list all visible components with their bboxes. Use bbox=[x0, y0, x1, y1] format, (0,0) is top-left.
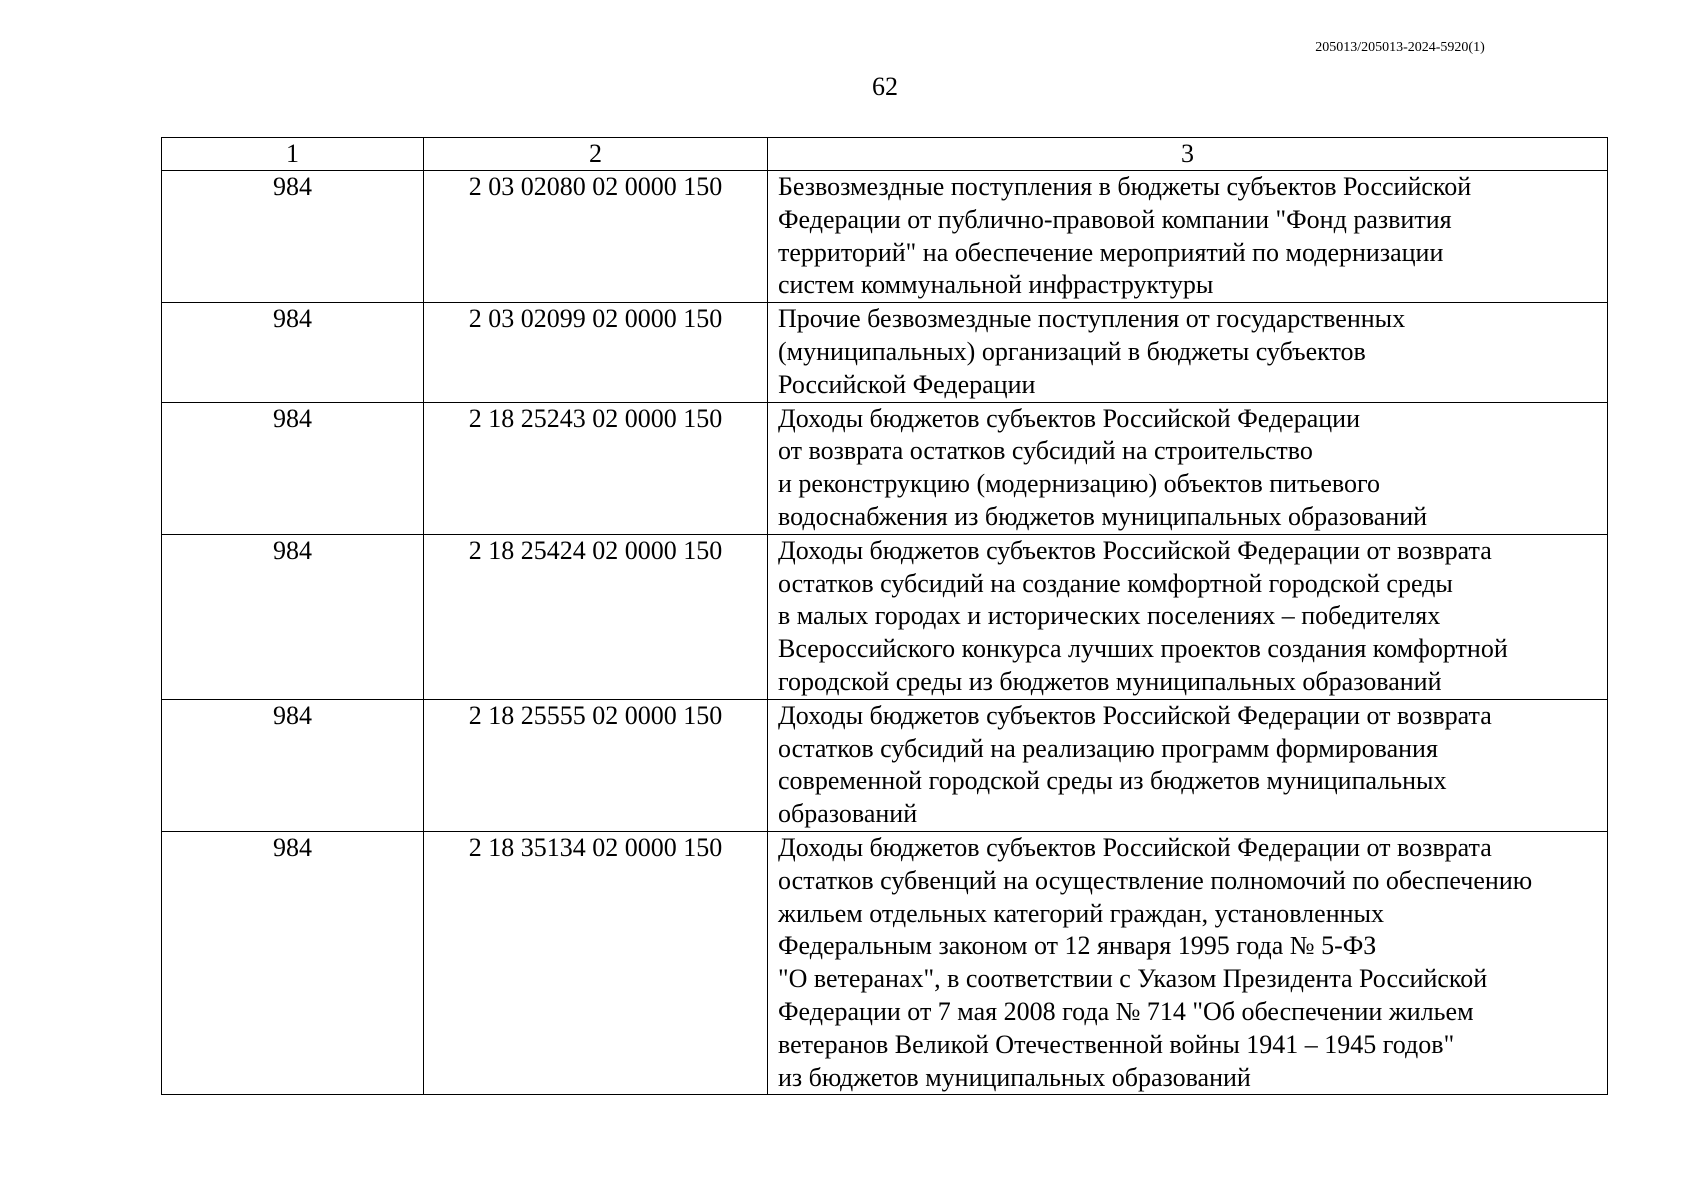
description-line: Всероссийского конкурса лучших проектов создания комфортной bbox=[778, 634, 1508, 664]
budget-code-cell: 2 18 35134 02 0000 150 bbox=[424, 831, 768, 1094]
description-cell bbox=[768, 534, 1608, 699]
description-line: образований bbox=[778, 799, 918, 829]
description-line: современной городской среды из бюджетов муниципальных bbox=[778, 766, 1447, 796]
description-line: "О ветеранах", в соответствии с Указом Президента Российской bbox=[778, 964, 1488, 994]
budget-code-cell: 2 18 25424 02 0000 150 bbox=[424, 534, 768, 699]
budget-code-cell: 2 03 02080 02 0000 150 bbox=[424, 171, 768, 303]
admin-code-cell: 984 bbox=[162, 534, 424, 699]
description-line: остатков субсидий на реализацию программ формирования bbox=[778, 733, 1438, 763]
description-line: Федерации от публично-правовой компании "Фонд развития bbox=[778, 204, 1452, 234]
admin-code-cell: 984 bbox=[162, 402, 424, 534]
description-line: и реконструкцию (модернизацию) объектов питьевого bbox=[778, 469, 1380, 499]
description-cell bbox=[768, 402, 1608, 534]
table-row bbox=[162, 171, 1608, 303]
description-line: Российской Федерации bbox=[778, 369, 1036, 399]
description-line: водоснабжения из бюджетов муниципальных образований bbox=[778, 501, 1428, 531]
description-line: Прочие безвозмездные поступления от государственных bbox=[778, 304, 1406, 334]
budget-code-cell: 2 18 25243 02 0000 150 bbox=[424, 402, 768, 534]
description-line: жильем отдельных категорий граждан, установленных bbox=[778, 898, 1384, 928]
description-cell bbox=[768, 171, 1608, 303]
column-header-1: 1 bbox=[162, 138, 424, 171]
description-cell bbox=[768, 303, 1608, 402]
description-line: систем коммунальной инфраструктуры bbox=[778, 270, 1214, 300]
description-line: в малых городах и исторических поселениях – победителях bbox=[778, 601, 1441, 631]
budget-code-cell: 2 18 25555 02 0000 150 bbox=[424, 699, 768, 831]
description-line: Федерации от 7 мая 2008 года № 714 "Об обеспечении жильем bbox=[778, 996, 1474, 1026]
column-header-3: 3 bbox=[768, 138, 1608, 171]
description-line: Федеральным законом от 12 января 1995 года № 5-ФЗ bbox=[778, 931, 1377, 961]
table-row bbox=[162, 303, 1608, 402]
description-line: ветеранов Великой Отечественной войны 1941 – 1945 годов" bbox=[778, 1029, 1455, 1059]
budget-code-cell: 2 03 02099 02 0000 150 bbox=[424, 303, 768, 402]
description-line: Доходы бюджетов субъектов Российской Федерации от возврата bbox=[778, 535, 1492, 565]
description-line: Доходы бюджетов субъектов Российской Федерации bbox=[778, 403, 1360, 433]
description-line: (муниципальных) организаций в бюджеты субъектов bbox=[778, 336, 1366, 366]
column-header-2: 2 bbox=[424, 138, 768, 171]
description-cell bbox=[768, 699, 1608, 831]
description-line: Безвозмездные поступления в бюджеты субъектов Российской bbox=[778, 172, 1472, 201]
admin-code-cell: 984 bbox=[162, 303, 424, 402]
page-number: 62 bbox=[872, 72, 898, 101]
table-row bbox=[162, 699, 1608, 831]
description-line: территорий" на обеспечение мероприятий по модернизации bbox=[778, 237, 1444, 267]
admin-code-cell: 984 bbox=[162, 831, 424, 1094]
admin-code-cell: 984 bbox=[162, 171, 424, 303]
description-line: остатков субсидий на создание комфортной городской среды bbox=[778, 568, 1453, 598]
document-id: 205013/205013-2024-5920(1) bbox=[1315, 40, 1485, 55]
admin-code-cell: 984 bbox=[162, 699, 424, 831]
description-line: городской среды из бюджетов муниципальных образований bbox=[778, 666, 1442, 696]
description-line: из бюджетов муниципальных образований bbox=[778, 1062, 1251, 1092]
description-cell bbox=[768, 831, 1608, 1094]
table-row bbox=[162, 831, 1608, 1094]
description-line: остатков субвенций на осуществление полномочий по обеспечению bbox=[778, 865, 1533, 895]
description-line: Доходы бюджетов субъектов Российской Федерации от возврата bbox=[778, 700, 1492, 730]
budget-codes-table bbox=[161, 137, 1608, 1095]
table-row bbox=[162, 402, 1608, 534]
table-row bbox=[162, 534, 1608, 699]
table-header-row bbox=[162, 138, 1608, 171]
description-line: Доходы бюджетов субъектов Российской Федерации от возврата bbox=[778, 832, 1492, 862]
description-line: от возврата остатков субсидий на строительство bbox=[778, 436, 1313, 466]
